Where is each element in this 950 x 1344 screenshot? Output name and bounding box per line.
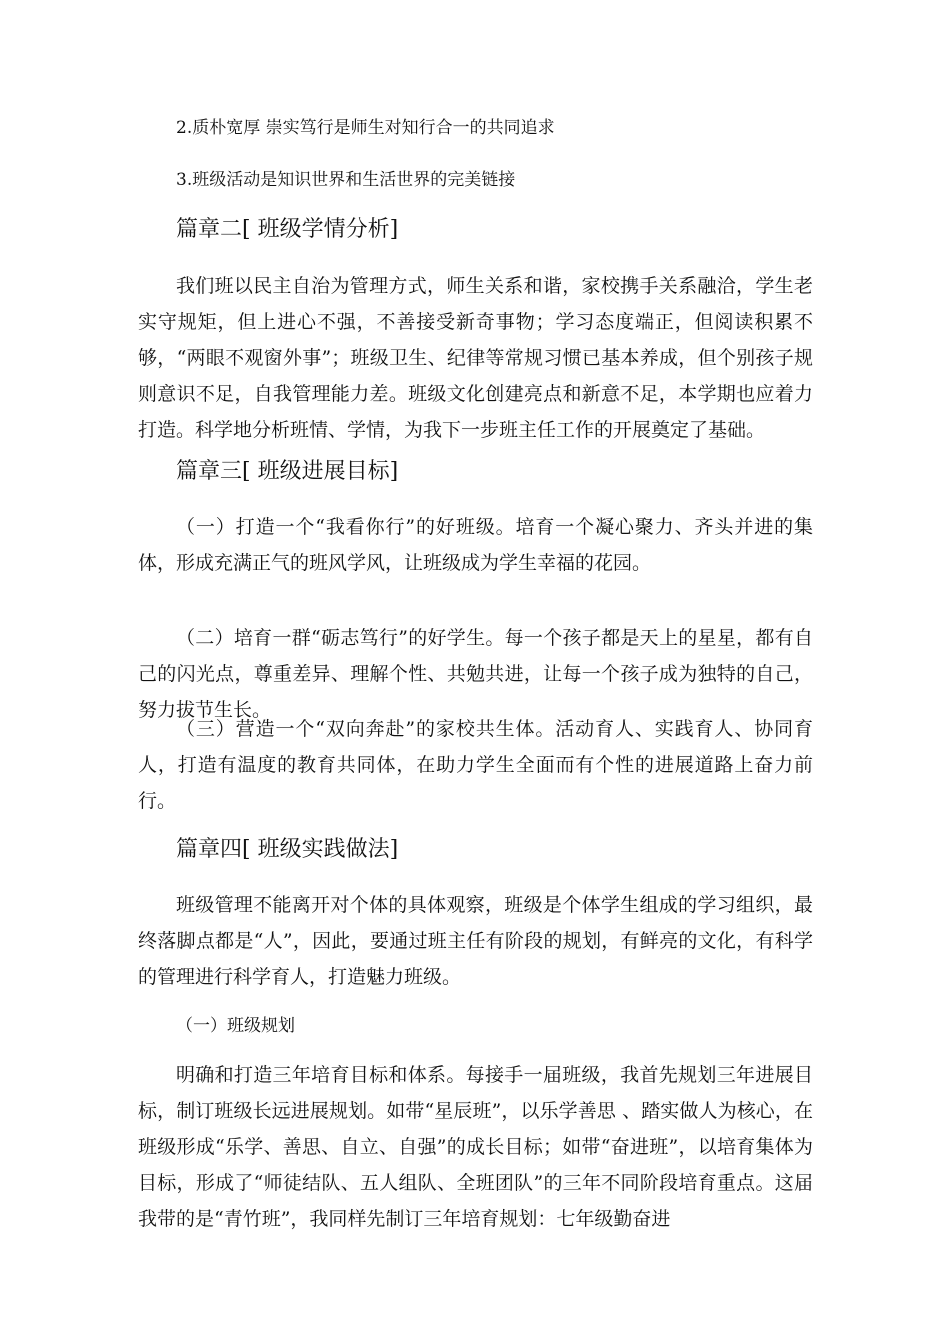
list-item-2: 2.质朴宽厚 崇实笃行是师生对知行合一的共同追求 [176,118,555,138]
section-subheading: （一）班级规划 [176,1016,295,1036]
chapter-4-intro: 班级管理不能离开对个体的具体观察，班级是个体学生组成的学习组织，最终落脚点都是“人”，因此，要通过班主任有阶段的规划，有鲜亮的文化，有科学的管理进行科学育人，打造魅力班级。 [138,894,813,988]
list-item-3: 3.班级活动是知识世界和生活世界的完美链接 [176,170,516,190]
chapter-2-heading: 篇章二[ 班级学情分析] [176,217,399,242]
chapter-3-heading: 篇章三[ 班级进展目标] [176,459,399,484]
goal-item-3: （三）营造一个“双向奔赴”的家校共生体。活动育人、实践育人、协同育人，打造有温度的教育共同体，在助力学生全面而有个性的进展道路上奋力前行。 [138,718,813,812]
chapter-4-heading: 篇章四[ 班级实践做法] [176,837,399,862]
goal-item-2: （二）培育一群“砺志笃行”的好学生。每一个孩子都是天上的星星，都有自己的闪光点，尊重差异、理解个性、共勉共进，让每一个孩子成为独特的自己，努力拔节生长。 [138,627,813,721]
chapter-2-paragraph: 我们班以民主自治为管理方式，师生关系和谐，家校携手关系融洽，学生老实守规矩，但上进心不强，不善接受新奇事物；学习态度端正，但阅读积累不够，“两眼不观窗外事”；班级卫生、纪律等常规习惯已基本养成，但个别孩子规则意识不足，自我管理能力差。班级文化创建亮点和新意不足，本学期也应着力打造。科学地分析班情、学情，为我下一步班主任工作的开展奠定了基础。 [138,275,813,441]
planning-paragraph: 明确和打造三年培育目标和体系。每接手一届班级，我首先规划三年进展目标，制订班级长远进展规划。如带“星辰班”，以乐学善思 、踏实做人为核心，在班级形成“乐学、善思、自立、自强”的成长目标；如带“奋进班”，以培育集体为目标，形成了“师徒结队、五人组队、全班团队”的三年不同阶段培育重点。这届我带的是“青竹班”，我同样先制订三年培育规划：七年级勤奋进 [138,1064,813,1230]
goal-item-1: （一）打造一个“我看你行”的好班级。培育一个凝心聚力、齐头并进的集体，形成充满正气的班风学风，让班级成为学生幸福的花园。 [138,516,813,574]
